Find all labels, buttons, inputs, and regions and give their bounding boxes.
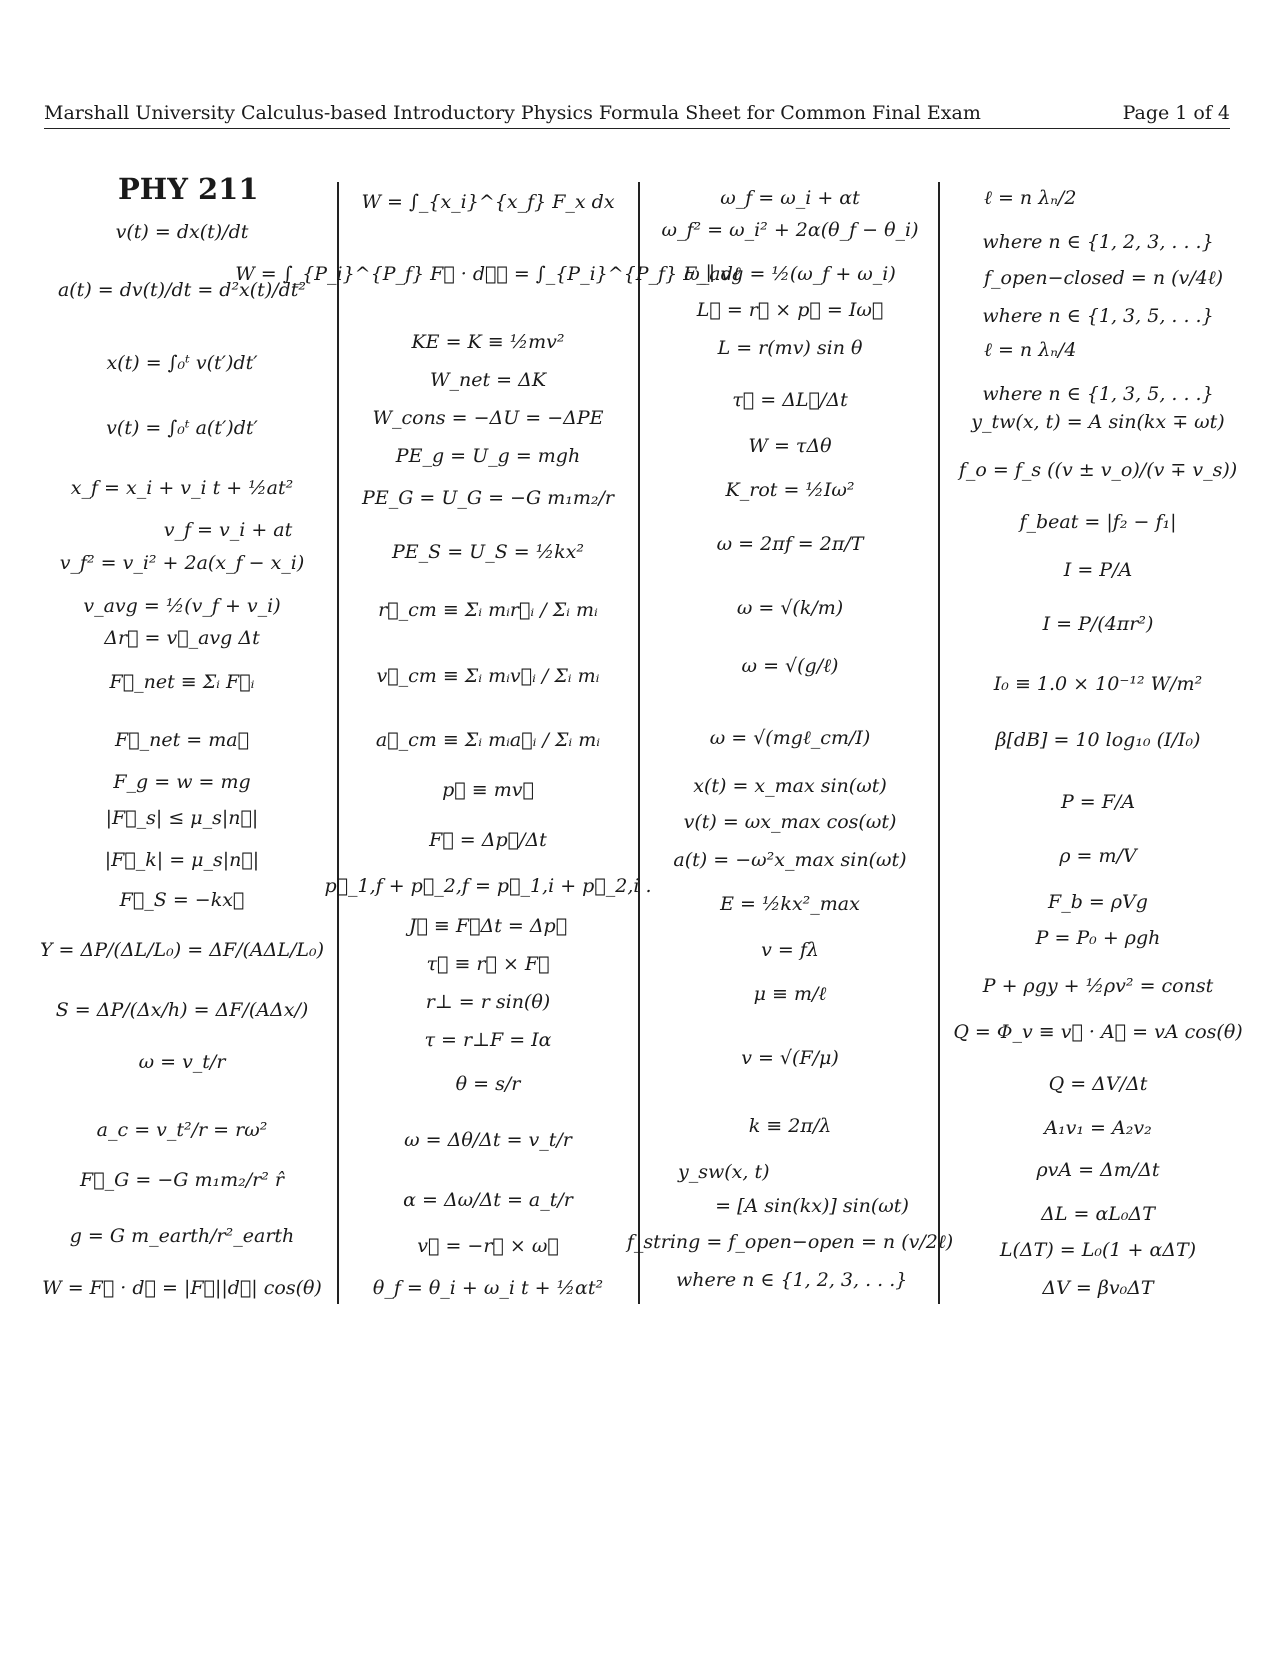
header-title: Marshall University Calculus-based Introductory Physics Formula Sheet for Common Final Exam: [44, 102, 981, 124]
formula: = [A sin(kx)] sin(ωt): [715, 1195, 909, 1217]
formula: PE_G = U_G = −G m₁m₂/r: [362, 487, 614, 509]
formula: v⃗_cm ≡ Σᵢ mᵢv⃗ᵢ / Σᵢ mᵢ: [376, 665, 600, 687]
formula: v(t) = ωx_max cos(ωt): [683, 811, 897, 833]
formula: f_beat = |f₂ − f₁|: [1019, 511, 1177, 533]
course-code: PHY 211: [118, 172, 259, 206]
formula: v = √(F/μ): [741, 1047, 839, 1069]
formula: F⃗_S = −kx⃗: [119, 889, 245, 911]
formula: v(t) = dx(t)/dt: [115, 221, 249, 243]
column-divider: [337, 182, 339, 1304]
formula: ω = Δθ/Δt = v_t/r: [404, 1129, 572, 1151]
formula: ΔL = αL₀ΔT: [1041, 1203, 1155, 1225]
formula: I = P/(4πr²): [1042, 613, 1154, 635]
formula: |F⃗_s| ≤ μ_s|n⃗|: [105, 807, 259, 829]
formula: ρ = m/V: [1059, 845, 1137, 867]
formula: F⃗_net = ma⃗: [115, 729, 249, 751]
formula: r⊥ = r sin(θ): [425, 991, 551, 1013]
formula: v = fλ: [761, 939, 819, 961]
formula: KE = K ≡ ½mv²: [411, 331, 565, 353]
formula: ℓ = n λₙ/2: [984, 187, 1077, 209]
formula: where n ∈ {1, 3, 5, . . .}: [982, 383, 1214, 405]
formula: ℓ = n λₙ/4: [984, 339, 1077, 361]
formula: μ ≡ m/ℓ: [753, 983, 827, 1005]
formula: W = ∫_{x_i}^{x_f} F_x dx: [361, 191, 615, 213]
formula: Q = ΔV/Δt: [1048, 1073, 1148, 1095]
formula: p⃗_1,f + p⃗_2,f = p⃗_1,i + p⃗_2,i .: [324, 875, 652, 897]
formula: L⃗ = r⃗ × p⃗ = Iω⃗: [696, 299, 884, 321]
formula: τ⃗ = ΔL⃗/Δt: [732, 389, 848, 411]
formula: I = P/A: [1063, 559, 1133, 581]
formula: θ_f = θ_i + ω_i t + ½αt²: [372, 1277, 604, 1299]
column-divider: [638, 182, 640, 1304]
formula: L = r(mv) sin θ: [717, 337, 863, 359]
formula: k ≡ 2π/λ: [748, 1115, 832, 1137]
formula: J⃗ ≡ F⃗Δt = Δp⃗: [408, 915, 568, 937]
formula: τ = r⊥F = Iα: [424, 1029, 552, 1051]
page-number: Page 1 of 4: [1122, 102, 1230, 124]
formula: a_c = v_t²/r = rω²: [96, 1119, 268, 1141]
formula: β[dB] = 10 log₁₀ (I/I₀): [995, 729, 1201, 751]
formula: y_tw(x, t) = A sin(kx ∓ ωt): [971, 411, 1225, 433]
formula: where n ∈ {1, 3, 5, . . .}: [982, 305, 1214, 327]
formula: W = ∫_{P_i}^{P_f} F⃗ · dℓ⃗ = ∫_{P_i}^{P_f} F_∥ dℓ: [235, 263, 741, 285]
formula: F⃗_G = −G m₁m₂/r² r̂: [80, 1169, 284, 1191]
formula: P = P₀ + ρgh: [1035, 927, 1161, 949]
formula: A₁v₁ = A₂v₂: [1044, 1117, 1152, 1139]
formula: y_sw(x, t): [678, 1161, 770, 1183]
formula: ω = v_t/r: [138, 1051, 226, 1073]
formula: v⃗ = −r⃗ × ω⃗: [417, 1235, 559, 1257]
formula: x(t) = ∫₀ᵗ v(t′)dt′: [106, 352, 258, 374]
formula: L(ΔT) = L₀(1 + αΔT): [999, 1239, 1197, 1261]
formula: α = Δω/Δt = a_t/r: [403, 1189, 573, 1211]
formula: F⃗_net ≡ Σᵢ F⃗ᵢ: [109, 671, 255, 693]
formula: W = τΔθ: [748, 435, 832, 457]
formula: P + ρgy + ½ρv² = const: [982, 975, 1214, 997]
formula: ω = √(g/ℓ): [741, 655, 839, 677]
formula: F_b = ρVg: [1048, 891, 1148, 913]
formula: E = ½kx²_max: [720, 893, 860, 915]
formula: W_cons = −ΔU = −ΔPE: [372, 407, 604, 429]
formula: g = G m_earth/r²_earth: [69, 1225, 295, 1247]
formula: where n ∈ {1, 2, 3, . . .}: [676, 1269, 908, 1291]
formula: x_f = x_i + v_i t + ½at²: [70, 477, 294, 499]
formula: a⃗_cm ≡ Σᵢ mᵢa⃗ᵢ / Σᵢ mᵢ: [375, 729, 601, 751]
formula: S = ΔP/(Δx/h) = ΔF/(AΔx/): [55, 999, 309, 1021]
formula: p⃗ ≡ mv⃗: [442, 779, 534, 801]
formula: ρvA = Δm/Δt: [1036, 1159, 1160, 1181]
formula: τ⃗ ≡ r⃗ × F⃗: [426, 953, 550, 975]
formula: θ = s/r: [455, 1073, 521, 1095]
formula: ω = 2πf = 2π/T: [716, 533, 864, 555]
formula: F⃗ = Δp⃗/Δt: [429, 829, 547, 851]
formula: P = F/A: [1060, 791, 1136, 813]
formula: W_net = ΔK: [429, 369, 547, 391]
formula: ω_f² = ω_i² + 2α(θ_f − θ_i): [661, 219, 919, 241]
formula: |F⃗_k| = μ_s|n⃗|: [104, 849, 260, 871]
formula: PE_g = U_g = mgh: [395, 445, 581, 467]
formula: v(t) = ∫₀ᵗ a(t′)dt′: [106, 417, 258, 439]
formula: a(t) = dv(t)/dt = d²x(t)/dt²: [57, 279, 307, 301]
formula: f_o = f_s ((v ± v_o)/(v ∓ v_s)): [958, 459, 1238, 481]
formula: K_rot = ½Iω²: [725, 479, 855, 501]
formula: ΔV = βv₀ΔT: [1042, 1277, 1154, 1299]
formula: v_f = v_i + at: [163, 519, 293, 541]
formula: ω = √(mgℓ_cm/I): [709, 727, 871, 749]
formula: f_open−closed = n (v/4ℓ): [984, 267, 1224, 289]
formula: r⃗_cm ≡ Σᵢ mᵢr⃗ᵢ / Σᵢ mᵢ: [378, 599, 598, 621]
formula: I₀ ≡ 1.0 × 10⁻¹² W/m²: [993, 673, 1203, 695]
formula: ω_f = ω_i + αt: [720, 187, 860, 209]
formula: f_string = f_open−open = n (v/2ℓ): [626, 1231, 954, 1253]
formula: where n ∈ {1, 2, 3, . . .}: [982, 231, 1214, 253]
column-divider: [938, 182, 940, 1304]
formula: PE_S = U_S = ½kx²: [392, 541, 584, 563]
formula: Y = ΔP/(ΔL/L₀) = ΔF/(AΔL/L₀): [39, 939, 325, 961]
formula: v_avg = ½(v_f + v_i): [83, 595, 281, 617]
formula: Q = Φ_v ≡ v⃗ · A⃗ = vA cos(θ): [953, 1021, 1243, 1043]
formula: ω = √(k/m): [736, 597, 844, 619]
formula: x(t) = x_max sin(ωt): [693, 775, 887, 797]
formula: W = F⃗ · d⃗ = |F⃗||d⃗| cos(θ): [42, 1277, 322, 1299]
formula: F_g = w = mg: [113, 771, 251, 793]
page-header: [44, 100, 1230, 129]
formula: ω_avg = ½(ω_f + ω_i): [684, 263, 896, 285]
formula: Δr⃗ = v⃗_avg Δt: [104, 627, 260, 649]
formula: v_f² = v_i² + 2a(x_f − x_i): [59, 552, 305, 574]
formula: a(t) = −ω²x_max sin(ωt): [673, 849, 907, 871]
